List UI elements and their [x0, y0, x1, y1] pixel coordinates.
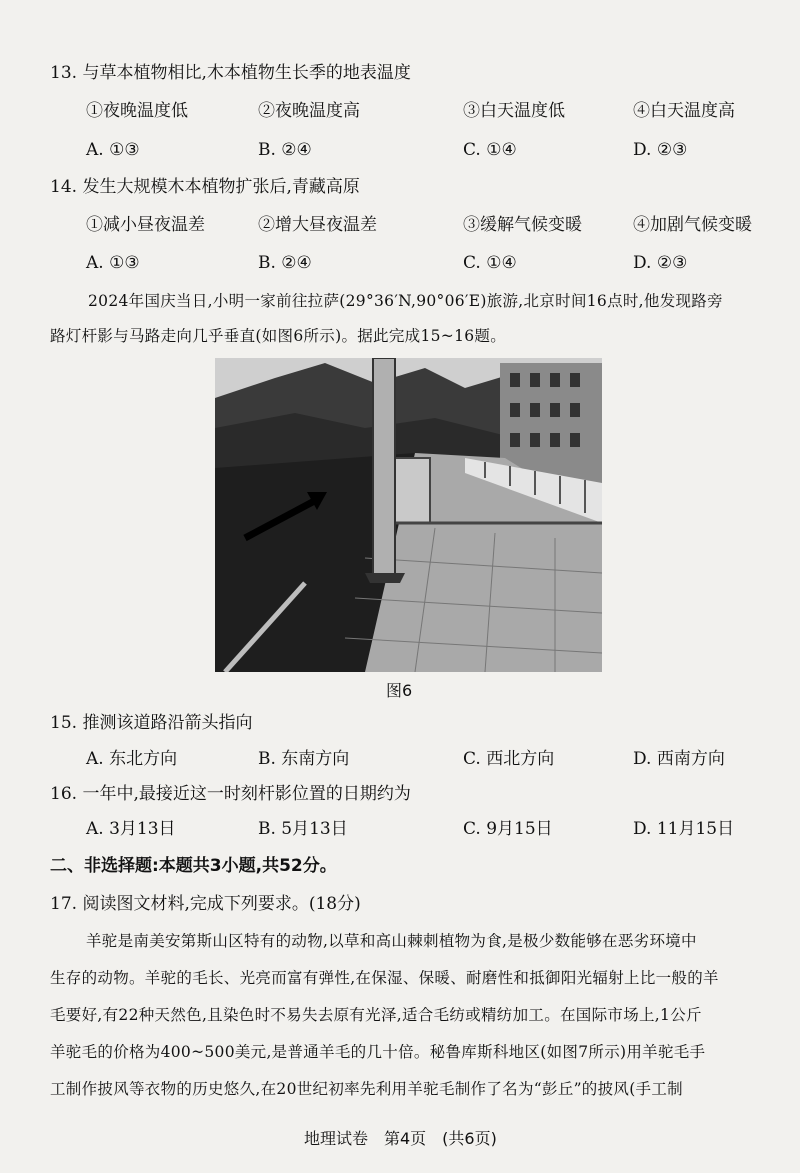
q17-line-3: 毛要好,有22种天然色,且染色时不易失去原有光泽,适合毛纺或精纺加工。在国际市场上,1公斤: [50, 1006, 702, 1024]
q14-choice-b: B. ②④: [258, 253, 312, 273]
q13-item-4: ④白天温度高: [633, 101, 735, 121]
q15-choice-d: D. 西南方向: [633, 749, 725, 769]
q14-choice-a: A. ①③: [86, 253, 140, 273]
q16-stem: 16. 一年中,最接近这一时刻杆影位置的日期约为: [50, 784, 411, 804]
q13-item-1: ①夜晚温度低: [86, 101, 188, 121]
q15-choice-a: A. 东北方向: [86, 749, 178, 769]
q14-item-1: ①减小昼夜温差: [86, 215, 205, 235]
q13-choice-d: D. ②③: [633, 140, 688, 160]
q14-choice-c: C. ①④: [463, 253, 517, 273]
q13-choice-c: C. ①④: [463, 140, 517, 160]
q13-choice-b: B. ②④: [258, 140, 312, 160]
q13-choice-a: A. ①③: [86, 140, 140, 160]
context-line-2: 路灯杆影与马路走向几乎垂直(如图6所示)。据此完成15~16题。: [50, 327, 506, 345]
q17-line-1: 羊驼是南美安第斯山区特有的动物,以草和高山棘刺植物为食,是极少数能够在恶劣环境中: [86, 932, 697, 950]
q15-stem: 15. 推测该道路沿箭头指向: [50, 713, 253, 733]
context-line-1: 2024年国庆当日,小明一家前往拉萨(29°36′N,90°06′E)旅游,北京时间16点时,他发现路旁: [88, 292, 723, 310]
q17-line-2: 生存的动物。羊驼的毛长、光亮而富有弹性,在保湿、保暖、耐磨性和抵御阳光辐射上比一般的羊: [50, 969, 719, 987]
figure-6-caption: 图6: [386, 681, 413, 700]
q13-stem: 13. 与草本植物相比,木本植物生长季的地表温度: [50, 63, 411, 83]
q17-stem: 17. 阅读图文材料,完成下列要求。(18分): [50, 894, 361, 914]
q17-line-5: 工制作披风等衣物的历史悠久,在20世纪初率先利用羊驼毛制作了名为“彭丘”的披风(手工制: [50, 1080, 683, 1098]
q14-item-3: ③缓解气候变暖: [463, 215, 582, 235]
q15-choice-c: C. 西北方向: [463, 749, 555, 769]
q17-line-4: 羊驼毛的价格为400~500美元,是普通羊毛的几十倍。秘鲁库斯科地区(如图7所示)用羊驼毛手: [50, 1043, 706, 1061]
q16-choice-a: A. 3月13日: [86, 819, 176, 839]
page-footer: 地理试卷 第4页 (共6页): [304, 1129, 497, 1148]
q14-item-2: ②增大昼夜温差: [258, 215, 377, 235]
q16-choice-b: B. 5月13日: [258, 819, 348, 839]
q15-choice-b: B. 东南方向: [258, 749, 350, 769]
q14-item-4: ④加剧气候变暖: [633, 215, 752, 235]
q13-item-2: ②夜晚温度高: [258, 101, 360, 121]
q16-choice-c: C. 9月15日: [463, 819, 553, 839]
figure-6-photo: [215, 358, 602, 672]
q14-choice-d: D. ②③: [633, 253, 688, 273]
q13-item-3: ③白天温度低: [463, 101, 565, 121]
q16-choice-d: D. 11月15日: [633, 819, 735, 839]
section-2-title: 二、非选择题:本题共3小题,共52分。: [50, 856, 337, 876]
q14-stem: 14. 发生大规模木本植物扩张后,青藏高原: [50, 177, 360, 197]
